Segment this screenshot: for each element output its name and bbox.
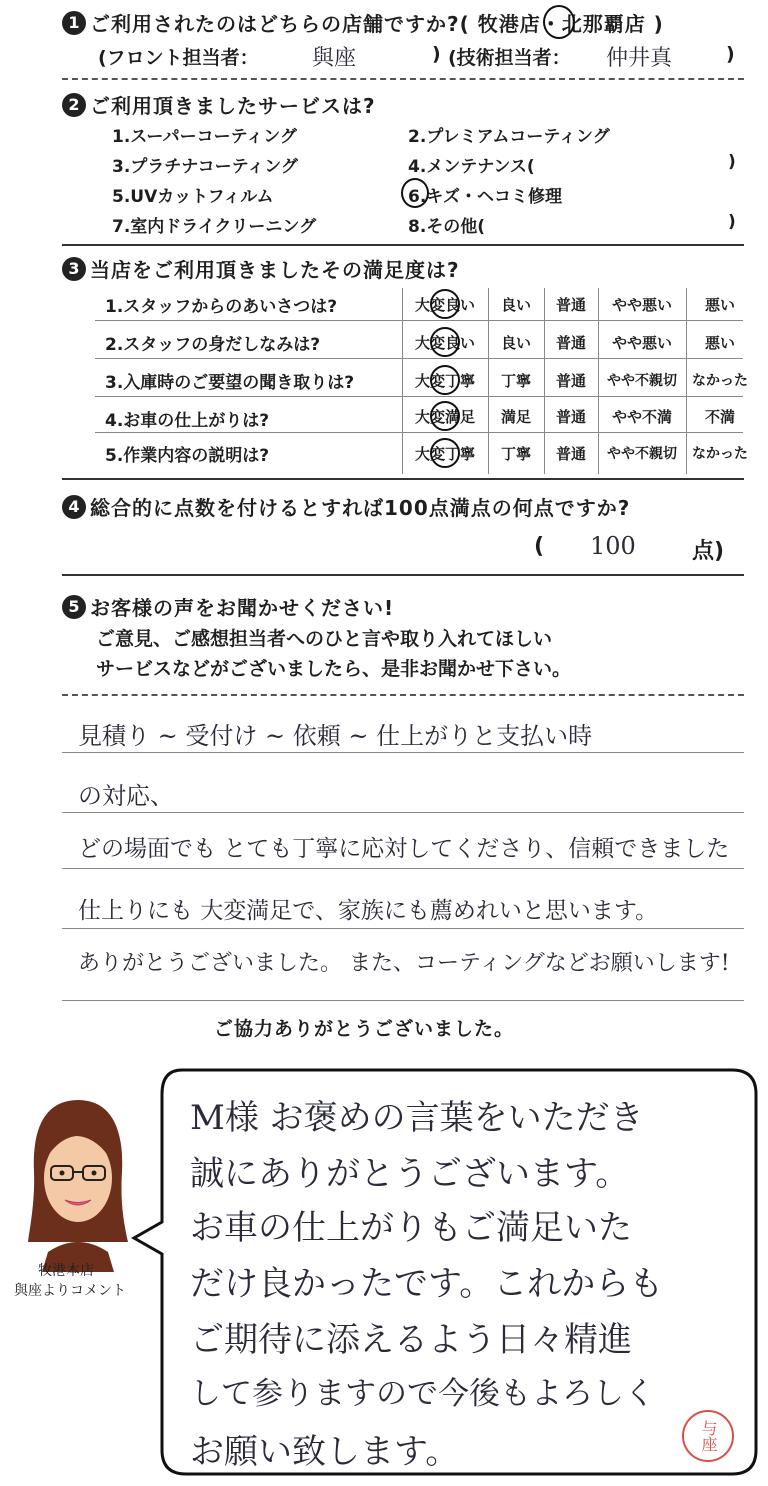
question-number: 3 <box>62 257 86 281</box>
choice-cell: 満足 <box>500 408 531 426</box>
divider <box>62 78 744 80</box>
question-number: 2 <box>62 93 86 117</box>
table-col-rule <box>686 288 687 474</box>
divider <box>62 244 744 246</box>
question-5 <box>62 592 394 621</box>
tech-staff-label: (技術担当者： <box>448 47 571 69</box>
customer-voice-line: ありがとうございました。 また、コーティングなどお願いします! <box>78 951 730 976</box>
choice-cell: なかった <box>692 373 748 389</box>
writing-rule <box>62 928 744 929</box>
choice-cell: 普通 <box>555 334 586 352</box>
selection-circle <box>401 178 429 208</box>
customer-voice-line: 仕上りにも 大変満足で、家族にも薦めれいと思います。 <box>78 898 659 924</box>
writing-rule <box>62 868 744 869</box>
choice-cell: やや悪い <box>611 296 672 314</box>
satisfaction-row-label: 2.スタッフの身だしなみは? <box>105 335 321 355</box>
choice-cell: 丁寧 <box>500 445 531 463</box>
option-close: ) <box>728 212 736 232</box>
staff-comment-line: ご期待に添えるよう日々精進 <box>190 1320 632 1360</box>
q5-instruction: ご意見、ご感想担当者へのひと言や取り入れてほしい <box>96 628 553 650</box>
table-rule <box>95 432 743 433</box>
option-close: ) <box>728 152 736 172</box>
service-option: 6.キズ・ヘコミ修理 <box>408 187 562 207</box>
question-2 <box>62 90 376 119</box>
score-unit: 点) <box>692 539 725 564</box>
writing-rule <box>62 752 744 753</box>
selection-circle <box>543 5 575 39</box>
question-text: ご利用頂きましたサービスは? <box>90 94 376 118</box>
choice-cell: 良い <box>500 334 531 352</box>
choice-cell: 悪い <box>704 296 735 314</box>
service-option: 3.プラチナコーティング <box>112 157 298 177</box>
service-option: 2.プレミアムコーティング <box>408 127 610 147</box>
table-col-rule <box>402 288 403 474</box>
writing-rule <box>62 812 744 813</box>
service-option: 4.メンテナンス( <box>408 157 535 177</box>
score-open: ( <box>534 534 545 559</box>
thanks-message: ご協力ありがとうございました。 <box>214 1018 515 1040</box>
choice-cell: 大変良い <box>414 334 475 352</box>
staff-comment-line: して参りますので今後もよろしく <box>190 1376 655 1412</box>
choice-cell: やや不親切 <box>607 446 677 462</box>
choice-cell: 普通 <box>555 408 586 426</box>
score-value: 100 <box>590 532 636 560</box>
q5-instruction: サービスなどがございましたら、是非お聞かせ下さい。 <box>96 658 572 680</box>
service-option: 8.その他( <box>408 217 486 237</box>
table-rule <box>95 396 743 397</box>
choice-cell: 良い <box>500 296 531 314</box>
question-text: お客様の声をお聞かせください! <box>90 596 395 620</box>
service-option: 1.スーパーコーティング <box>112 127 297 147</box>
staff-avatar <box>18 1092 138 1272</box>
choice-cell: 不満 <box>704 408 735 426</box>
question-number: 4 <box>62 495 86 519</box>
name-stamp: 与座 <box>682 1410 734 1462</box>
table-col-rule <box>598 288 599 474</box>
question-text: 当店をご利用頂きましたその満足度は? <box>90 258 460 282</box>
table-rule <box>95 320 743 321</box>
satisfaction-row-label: 4.お車の仕上がりは? <box>105 411 270 431</box>
staff-caption: 牧港本店 <box>38 1263 94 1279</box>
front-staff-value: 與座 <box>312 46 357 71</box>
staff-comment-line: お車の仕上がりもご満足いた <box>190 1208 632 1248</box>
choice-cell: 普通 <box>555 445 586 463</box>
service-option: 7.室内ドライクリーニング <box>112 217 317 237</box>
choice-cell: やや不親切 <box>607 373 677 389</box>
front-staff-label: (フロント担当者： <box>98 47 259 69</box>
staff-comment-line: M様 お褒めの言葉をいただき <box>190 1098 644 1138</box>
choice-cell: 大変丁寧 <box>414 445 475 463</box>
choice-cell: 悪い <box>704 334 735 352</box>
front-staff-close: ) <box>432 43 441 65</box>
question-number: 1 <box>62 11 86 35</box>
tech-staff-value: 仲井真 <box>606 46 673 71</box>
staff-comment-line: 誠にありがとうございます。 <box>190 1154 630 1194</box>
selection-circle <box>430 327 460 357</box>
question-text: 総合的に点数を付けるとすれば100点満点の何点ですか? <box>90 496 631 520</box>
question-number: 5 <box>62 595 86 619</box>
choice-cell: 大変満足 <box>414 408 475 426</box>
question-4 <box>62 492 630 521</box>
tech-staff-close: ) <box>726 43 735 65</box>
selection-circle <box>430 289 460 319</box>
staff-caption: 與座よりコメント <box>14 1283 126 1299</box>
satisfaction-row-label: 5.作業内容の説明は? <box>105 446 270 466</box>
customer-voice-line: どの場面でも とても丁寧に応対してくださり、信頼できました <box>78 836 730 862</box>
question-3 <box>62 254 460 283</box>
satisfaction-row-label: 1.スタッフからのあいさつは? <box>105 297 338 317</box>
customer-voice-line: 見積り ~ 受付け ~ 依頼 ~ 仕上がりと支払い時 <box>78 722 593 750</box>
writing-rule <box>62 1000 744 1001</box>
table-col-rule <box>544 288 545 474</box>
satisfaction-row-label: 3.入庫時のご要望の聞き取りは? <box>105 373 355 393</box>
selection-circle <box>430 401 460 431</box>
table-col-rule <box>488 288 489 474</box>
divider <box>62 478 744 480</box>
choice-cell: 大変丁寧 <box>414 372 475 390</box>
question-text: ご利用されたのはどちらの店舗ですか?( 牧港店・北那覇店 ) <box>90 12 664 36</box>
selection-circle <box>430 365 460 395</box>
staff-comment-line: お願い致します。 <box>190 1432 460 1472</box>
choice-cell: 普通 <box>555 372 586 390</box>
choice-cell: やや悪い <box>611 334 672 352</box>
divider <box>62 694 744 696</box>
choice-cell: 普通 <box>555 296 586 314</box>
table-rule <box>95 358 743 359</box>
choice-cell: やや不満 <box>611 408 672 426</box>
service-option: 5.UVカットフィルム <box>112 187 274 207</box>
choice-cell: 大変良い <box>414 296 475 314</box>
customer-voice-line: の対応、 <box>78 782 174 810</box>
staff-comment-line: だけ良かったです。これからも <box>190 1264 664 1304</box>
divider <box>62 574 744 576</box>
choice-cell: なかった <box>692 446 748 462</box>
selection-circle <box>430 438 460 468</box>
choice-cell: 丁寧 <box>500 372 531 390</box>
